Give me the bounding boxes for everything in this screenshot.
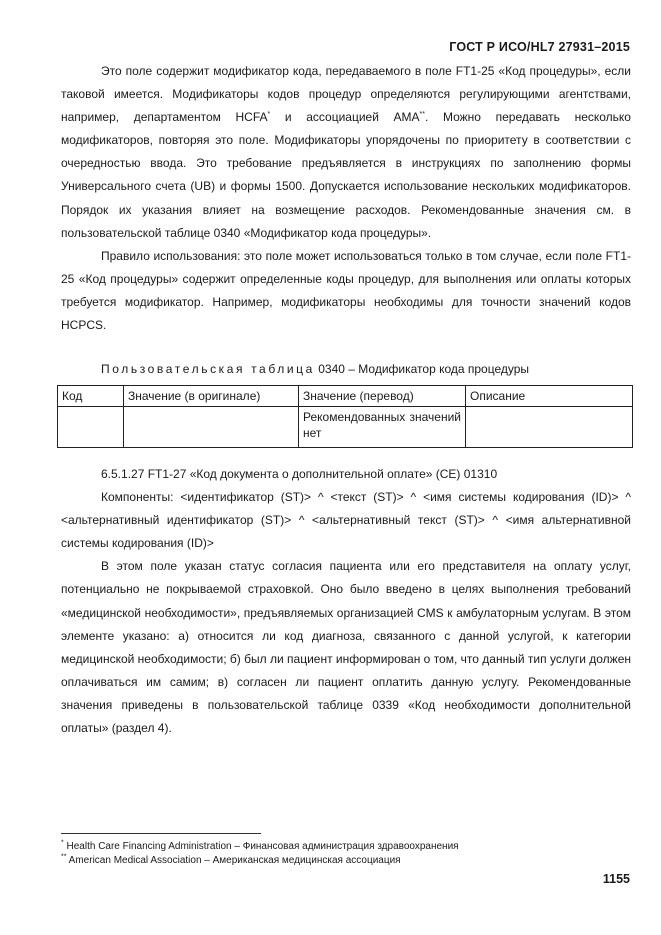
section-heading: 6.5.1.27 FT1-27 «Код документа о дополнительной оплате» (CE) 01310 <box>101 467 498 481</box>
table-caption <box>101 361 529 377</box>
footnotes <box>61 840 459 868</box>
table-header-cell: Описание <box>466 386 633 407</box>
paragraph-usage-rule: Правило использования: это поле может использоваться только в том случае, если поле FT1-25 «Код процедуры» содержит определенные коды процедур, для выполнения или оплаты которых требуется модификатор. Например, модификаторы необходимы для точности значений кодов HCPCS. <box>61 248 631 333</box>
table-header-row <box>58 386 633 407</box>
table-header-cell: Значение (перевод) <box>299 386 466 407</box>
text-block-2 <box>61 463 631 740</box>
table-row <box>58 407 633 448</box>
footnote-ref-2: ** <box>419 111 425 119</box>
table-cell <box>58 407 124 448</box>
table-caption-title: 0340 – Модификатор кода процедуры <box>314 362 530 376</box>
footnote-1: * Health Care Financing Administration – Финансовая администрация здравоохранения <box>61 839 459 852</box>
table-cell <box>124 407 299 448</box>
footnote-2: ** American Medical Association – Американская медицинская ассоциация <box>61 853 401 866</box>
paragraph-field-description: В этом поле указан статус согласия пациента или его представителя на оплату услуг, потенциально не покрываемой страховкой. Оно было введено в целях выполнения требований «медицинской необходимости», предъявляемых организацией CMS к амбулаторным услугам. В этом элементе указано: а) относится ли код диагноза, связанного с данной услугой, к категории медицинской необходимости; б) был ли пациент информирован о том, что данный тип услуги должен оплачиваться им самим; в) согласен ли пациент оплатить данную услугу. Рекомендованные значения приведены в пользовательской таблице 0339 «Код необходимости дополнительной оплаты» (раздел 4). <box>61 559 631 736</box>
text-block-1 <box>61 60 631 337</box>
document-header: ГОСТ Р ИСО/HL7 27931–2015 <box>449 40 630 54</box>
paragraph-components: Компоненты: <идентификатор (ST)> ^ <текст (ST)> ^ <имя системы кодирования (ID)> ^ <альтернативный идентификатор (ST)> ^ <альтернативный текст (ST)> ^ <имя альтернативной системы кодирования (ID)> <box>61 490 631 551</box>
table-header-cell: Значение (в оригинале) <box>124 386 299 407</box>
footnote-divider <box>61 833 261 834</box>
table-cell: Рекомендованных значений нет <box>299 407 466 448</box>
footnote-ref-1: * <box>267 111 271 119</box>
table-cell <box>466 407 633 448</box>
user-table-0340 <box>57 385 633 448</box>
table-header-cell: Код <box>58 386 124 407</box>
table-caption-label: Пользовательская таблица <box>101 362 315 376</box>
page-number: 1155 <box>602 872 630 886</box>
paragraph-modifier-description: Это поле содержит модификатор кода, передаваемого в поле FT1-25 «Код процедуры», если таковой имеется. Модификаторы кодов процедур определяются регулирующими агентствами, например, департаментом HCFA* и ассоциацией AMA**. Можно передавать несколько модификаторов, повторяя это поле. Модификаторы упорядочены по приоритету в соответствии с очередностью ввода. Это требование предъявляется в инструкциях по заполнению формы Универсального счета (UB) и формы 1500. Допускается использование нескольких модификаторов. Порядок их указания влияет на возмещение расходов. Рекомендованные значения см. в пользовательской таблице 0340 «Модификатор кода процедуры». <box>61 64 631 240</box>
